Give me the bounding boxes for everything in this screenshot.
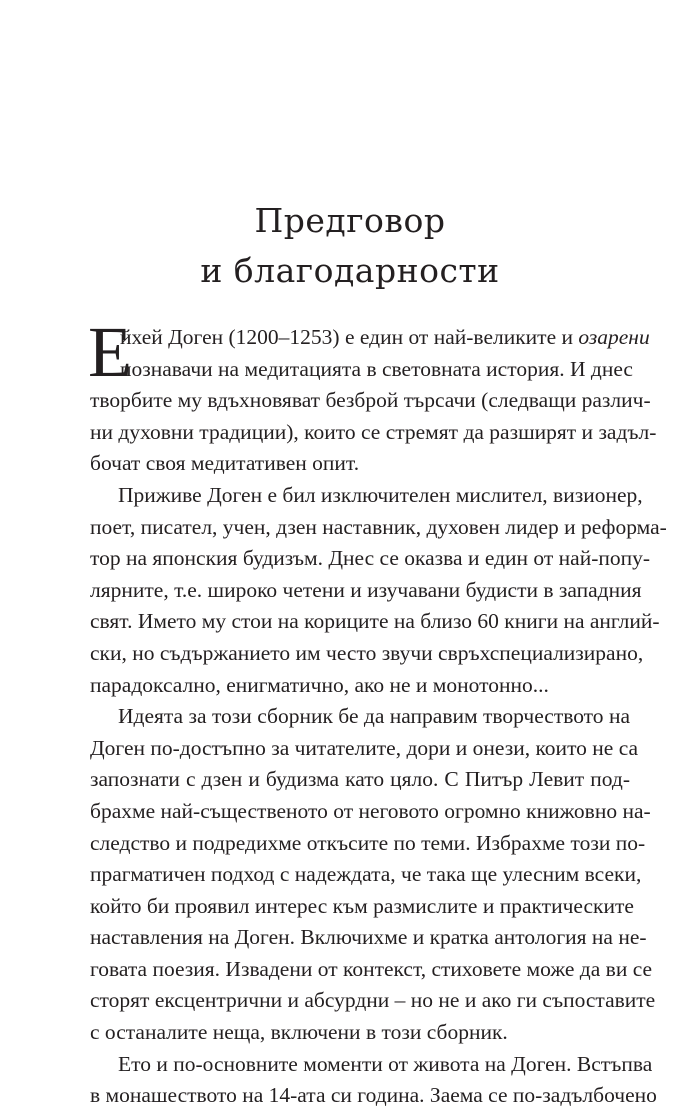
text-line: прагматичен подход с надеждата, че така ще улесним всеки, <box>90 862 642 887</box>
drop-cap: Е <box>88 312 132 392</box>
text-line: лярните, т.е. широко четени и изучавани будисти в западния <box>90 577 642 602</box>
text-line: брахме най-същественото от неговото огромно книжовно на- <box>90 798 651 823</box>
text-line: следство и подредихме откъсите по теми. Избрахме този по- <box>90 830 646 855</box>
text-line: йхей Доген (1200–1253) е един от най-великите и озарени <box>120 325 650 349</box>
text-line: ски, но съдържанието им често звучи свръхспециализирано, <box>90 640 644 665</box>
chapter-title-line-1: Предговор <box>254 201 446 240</box>
paragraph-4 <box>90 1049 657 1112</box>
text-line: в монашеството на 14-ата си година. Заема се по-задълбочено <box>90 1083 657 1108</box>
text-line: поет, писател, учен, дзен наставник, духовен лидер и реформа- <box>90 514 667 539</box>
chapter-title-line-2: и благодарности <box>200 251 500 290</box>
text-line: Идеята за този сборник бе да направим творчеството на <box>118 704 630 729</box>
text-line: парадоксално, енигматично, ако не и монотонно... <box>90 672 549 697</box>
text-line: говата поезия. Извадени от контекст, стиховете може да ви се <box>90 956 653 981</box>
chapter-title <box>0 196 700 296</box>
paragraph-1 <box>88 312 657 480</box>
text-line: Ето и по-основните моменти от живота на Доген. Встъпва <box>118 1051 653 1076</box>
text-line: запознати с дзен и будизма като цяло. С Питър Левит под- <box>90 767 630 792</box>
paragraph-2 <box>90 480 667 701</box>
text-line: свят. Името му стои на кориците на близо 60 книги на англий- <box>90 609 660 634</box>
text-line: творбите му вдъхновяват безброй търсачи (следващи различ- <box>90 388 651 413</box>
text-line: Приживе Доген е бил изключителен мислител, визионер, <box>118 482 643 507</box>
text-line: познавачи на медитацията в световната история. И днес <box>120 356 633 381</box>
body-text <box>88 312 667 1112</box>
text-line: бочат своя медитативен опит. <box>90 451 360 476</box>
text-line: сторят ексцентрични и абсурдни – но не и ако ги съпоставите <box>90 988 656 1013</box>
italic-word: озарени <box>578 325 650 349</box>
text-line: с останалите неща, включени в този сборник. <box>90 1020 508 1045</box>
text-line: който би проявил интерес към размислите и практическите <box>90 893 634 918</box>
text-line: тор на японския будизъм. Днес се оказва и един от най-попу- <box>90 546 651 571</box>
text-line: ни духовни традиции), които се стремят да разширят и задъл- <box>90 419 657 444</box>
paragraph-3 <box>90 701 656 1049</box>
text-line: Доген по-достъпно за читателите, дори и онези, които не са <box>90 735 639 760</box>
text-line: наставления на Доген. Включихме и кратка антология на не- <box>90 925 647 950</box>
